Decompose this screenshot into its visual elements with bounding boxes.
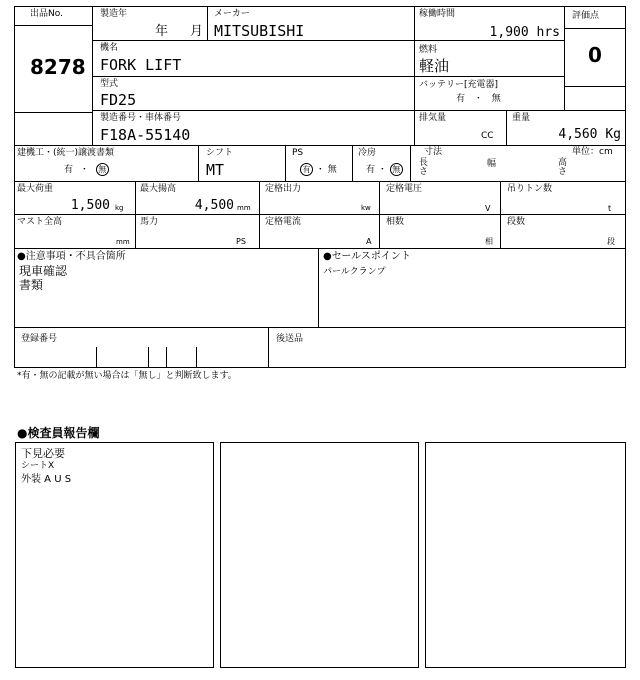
hoist-unit: t [608,204,612,213]
hoist-label: 吊りトン数 [507,184,553,194]
hours-value: 1,900 hrs [489,25,560,40]
steps-label: 段数 [507,217,526,227]
year-label: 製造年 [100,9,128,19]
rated-output-unit: kw [361,204,371,212]
rule [506,110,507,145]
weight-label: 重量 [512,113,531,123]
rule [285,145,286,181]
ac-no: 無 [390,163,403,176]
length-label: 長さ [419,158,429,177]
max-lift-unit: mm [237,204,251,212]
maker-label: メーカー [214,9,250,19]
caution-line: 現車確認 [19,264,68,278]
sales-label: ●セールスポイント [323,251,411,262]
inspector-title: ●検査員報告欄 [17,426,100,440]
rule [564,28,626,29]
height-label: 高さ [558,158,568,177]
mast-unit: mm [116,238,130,246]
inspector-line: 下見必要 [21,447,65,460]
rule [14,112,92,113]
width-label: 幅 [487,159,497,169]
max-lift-label: 最大揚高 [140,184,177,194]
ps-label: PS [292,148,304,158]
hp-label: 馬力 [140,217,159,227]
rule [564,6,565,110]
rule [14,145,626,146]
rule [268,327,269,367]
hp-unit: PS [236,237,246,246]
mast-label: マスト全高 [17,217,63,227]
transfer-yes: 有 [64,165,74,175]
ship-label: 後送品 [276,334,304,344]
inspector-line: シートX [21,461,55,471]
rated-current-label: 定格電流 [265,217,302,227]
caution-line: 書類 [19,278,44,292]
rule [14,327,626,328]
rule [625,6,626,368]
rule [414,6,415,145]
model-name: FORK LIFT [100,56,182,74]
max-lift: 4,500 [194,198,234,213]
transfer-sep: ・ [79,165,89,175]
battery-choice [456,94,501,105]
sales-text [323,265,386,279]
year-unit-month: 月 [190,24,204,39]
phase-label: 相数 [386,217,405,227]
rated-output-label: 定格出力 [265,184,302,194]
fuel-label: 燃料 [419,45,438,55]
caution-label: ●注意事項・不具合箇所 [17,251,126,262]
rule [92,76,564,77]
max-load-unit: kg [115,204,124,212]
rule [196,347,197,367]
serial-label: 製造番号・車体番号 [100,113,182,123]
dim-unit: 単位：cm [572,147,613,157]
displacement-label: 排気量 [419,113,447,123]
rated-voltage-unit: V [485,204,491,213]
battery-sep: ・ [473,94,483,104]
phase-unit: 相 [485,237,493,246]
sales-line: パールクランプ [323,267,386,277]
rule [135,181,136,248]
type: FD25 [100,91,137,109]
hours-label: 稼働時間 [419,9,456,19]
rule [92,6,93,145]
rule [14,6,626,7]
transfer-no: 無 [96,163,109,176]
transfer-choice [64,163,109,176]
rule [198,145,199,181]
item-no: 8278 [30,55,86,79]
rated-voltage-label: 定格電圧 [386,184,423,194]
rule [14,214,626,215]
type-label: 型式 [100,79,119,89]
rule [92,110,626,111]
battery-no: 無 [491,94,501,104]
reg-label: 登録番号 [21,334,58,344]
ps-yes: 有 [300,163,313,176]
rule [14,367,626,368]
rule [500,181,501,248]
battery-yes: 有 [456,94,466,104]
ac-label: 冷房 [358,148,377,158]
rule [14,181,626,182]
inspector-box-2 [220,442,419,668]
footnote: *有・無の記載が無い場合は「無し」と判断致します。 [17,371,237,381]
dim-label: 寸法 [424,147,443,157]
rating: 0 [588,43,602,67]
ac-yes: 有 [366,165,376,175]
max-load-label: 最大荷重 [17,184,54,194]
inspector-box-1 [15,442,214,668]
fuel: 軽油 [419,57,450,75]
rule [352,145,353,181]
ps-no: 無 [327,165,337,175]
shift: MT [206,161,225,179]
rule [410,145,411,181]
max-load: 1,500 [70,198,110,213]
caution-text [19,264,67,292]
rule [14,25,92,26]
maker: MITSUBISHI [214,22,305,40]
serial: F18A-55140 [100,126,191,144]
steps-unit: 段 [607,237,615,246]
ac-choice [366,163,403,176]
transfer-label: 建機工・(統一)譲渡書類 [17,148,115,158]
shift-label: シフト [206,148,234,158]
year-unit-nen: 年 [155,24,169,39]
battery-label: バッテリー[充電器] [419,80,499,90]
weight-value: 4,560 Kg [558,127,621,142]
inspector-line: 外装 A U S [21,474,72,485]
inspector-box-3 [425,442,626,668]
rule [207,6,208,40]
rule [148,347,149,367]
rule [166,347,167,367]
rating-label: 評価点 [572,11,600,21]
rule [14,248,626,249]
rule [14,6,15,368]
rule [318,248,319,327]
ac-sep: ・ [377,165,387,175]
ps-choice [300,163,337,176]
ps-sep: ・ [315,165,325,175]
rule [259,181,260,248]
rated-current-unit: A [366,237,372,246]
model-name-label: 機名 [100,43,119,53]
item-no-label: 出品No. [30,9,63,19]
rule [96,347,97,367]
displacement-unit: CC [481,131,494,141]
rule [379,181,380,248]
rule [92,40,564,41]
rule [564,86,626,87]
